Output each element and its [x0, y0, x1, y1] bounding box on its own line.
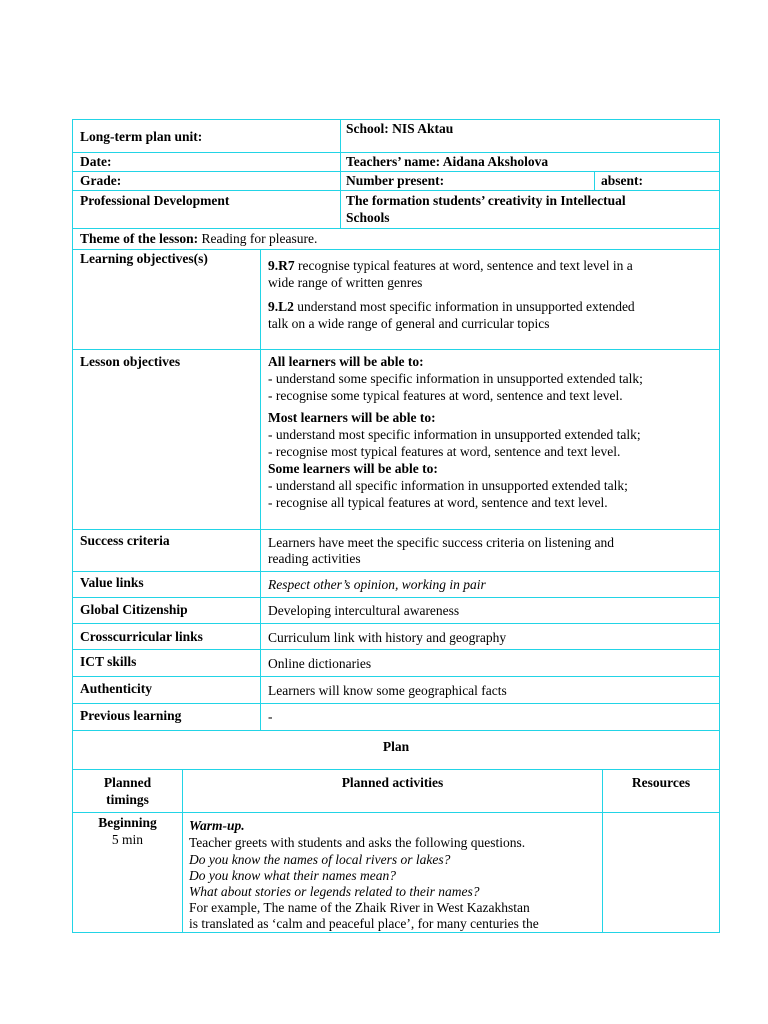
long-term-plan-label: Long-term plan unit: [80, 129, 203, 144]
learning-objectives-label: Learning objectives(s) [80, 251, 208, 266]
number-present-label: Number present: [346, 173, 445, 188]
theme-value: Reading for pleasure. [198, 231, 318, 246]
lo-text-1: recognise typical features at word, sentence and text level in a [294, 258, 633, 273]
cell-date [72, 152, 341, 172]
value-links-value: Respect other’s opinion, working in pair [268, 577, 486, 592]
col-timings-2: timings [106, 792, 149, 807]
plan-title: Plan [382, 739, 410, 754]
ict-value: Online dictionaries [268, 656, 372, 671]
some-learners-2: - recognise all typical features at word, sentence and text level. [268, 495, 608, 510]
theme-row [80, 231, 317, 248]
activity-line-2: Do you know the names of local rivers or lakes? [189, 852, 451, 867]
date-label: Date: [80, 154, 112, 169]
cell-previous-value [260, 703, 720, 731]
most-learners-2: - recognise most typical features at word, sentence and text level. [268, 444, 621, 459]
most-learners-1: - understand most specific information in unsupported extended talk; [268, 427, 641, 442]
success-criteria-label: Success criteria [80, 533, 170, 548]
lo-item-2-line-1 [268, 299, 635, 316]
lo-item-1-line-1 [268, 258, 633, 275]
cell-resources [602, 812, 720, 933]
cell-lesson-objectives-label [72, 349, 261, 530]
formation-line-2: Schools [346, 210, 390, 225]
col-activities: Planned activities [341, 775, 444, 790]
theme-label: Theme of the lesson: [80, 231, 199, 246]
grade-label: Grade: [80, 173, 122, 188]
global-citizenship-value: Developing intercultural awareness [268, 603, 460, 618]
activity-line-4: What about stories or legends related to their names? [189, 884, 480, 899]
beginning-duration: 5 min [111, 832, 144, 847]
col-timings-1: Planned [103, 775, 152, 790]
lo-code-1: 9.R7 [268, 258, 295, 273]
success-criteria-line-2: reading activities [268, 551, 361, 566]
all-learners-1: - understand some specific information in unsupported extended talk; [268, 371, 643, 386]
global-citizenship-label: Global Citizenship [80, 602, 188, 617]
absent-label: absent: [601, 173, 644, 188]
warmup-heading: Warm-up. [189, 818, 245, 833]
lo-item-1-line-2: wide range of written genres [268, 275, 423, 290]
some-learners-heading: Some learners will be able to: [268, 461, 438, 476]
success-criteria-line-1: Learners have meet the specific success criteria on listening and [268, 535, 614, 550]
activity-line-5: For example, The name of the Zhaik River in West Kazakhstan [189, 900, 530, 915]
all-learners-heading: All learners will be able to: [268, 354, 424, 369]
activity-line-3: Do you know what their names mean? [189, 868, 396, 883]
most-learners-heading: Most learners will be able to: [268, 410, 436, 425]
formation-line-1: The formation students’ creativity in Intellectual [346, 193, 626, 208]
crosscurricular-label: Crosscurricular links [80, 629, 203, 644]
activity-line-1: Teacher greets with students and asks the following questions. [189, 835, 526, 850]
col-resources: Resources [631, 775, 691, 790]
school-label: School: NIS Aktau [346, 121, 454, 136]
some-learners-1: - understand all specific information in unsupported extended talk; [268, 478, 628, 493]
crosscurricular-value: Curriculum link with history and geography [268, 630, 507, 645]
lesson-objectives-label: Lesson objectives [80, 354, 181, 369]
all-learners-2: - recognise some typical features at word, sentence and text level. [268, 388, 623, 403]
lo-text-2: understand most specific information in unsupported extended [293, 299, 635, 314]
previous-learning-value: - [268, 709, 273, 724]
authenticity-value: Learners will know some geographical facts [268, 683, 507, 698]
ict-label: ICT skills [80, 654, 137, 669]
previous-learning-label: Previous learning [80, 708, 182, 723]
activity-line-6: is translated as ‘calm and peaceful place’, for many centuries the [189, 916, 539, 931]
authenticity-label: Authenticity [80, 681, 152, 696]
lo-item-2-line-2: talk on a wide range of general and curricular topics [268, 316, 550, 331]
professional-development-label: Professional Development [80, 193, 230, 208]
teacher-label: Teachers’ name: Aidana Aksholova [346, 154, 549, 169]
value-links-label: Value links [80, 575, 144, 590]
lo-code-2: 9.L2 [268, 299, 294, 314]
beginning-label: Beginning [98, 815, 157, 830]
